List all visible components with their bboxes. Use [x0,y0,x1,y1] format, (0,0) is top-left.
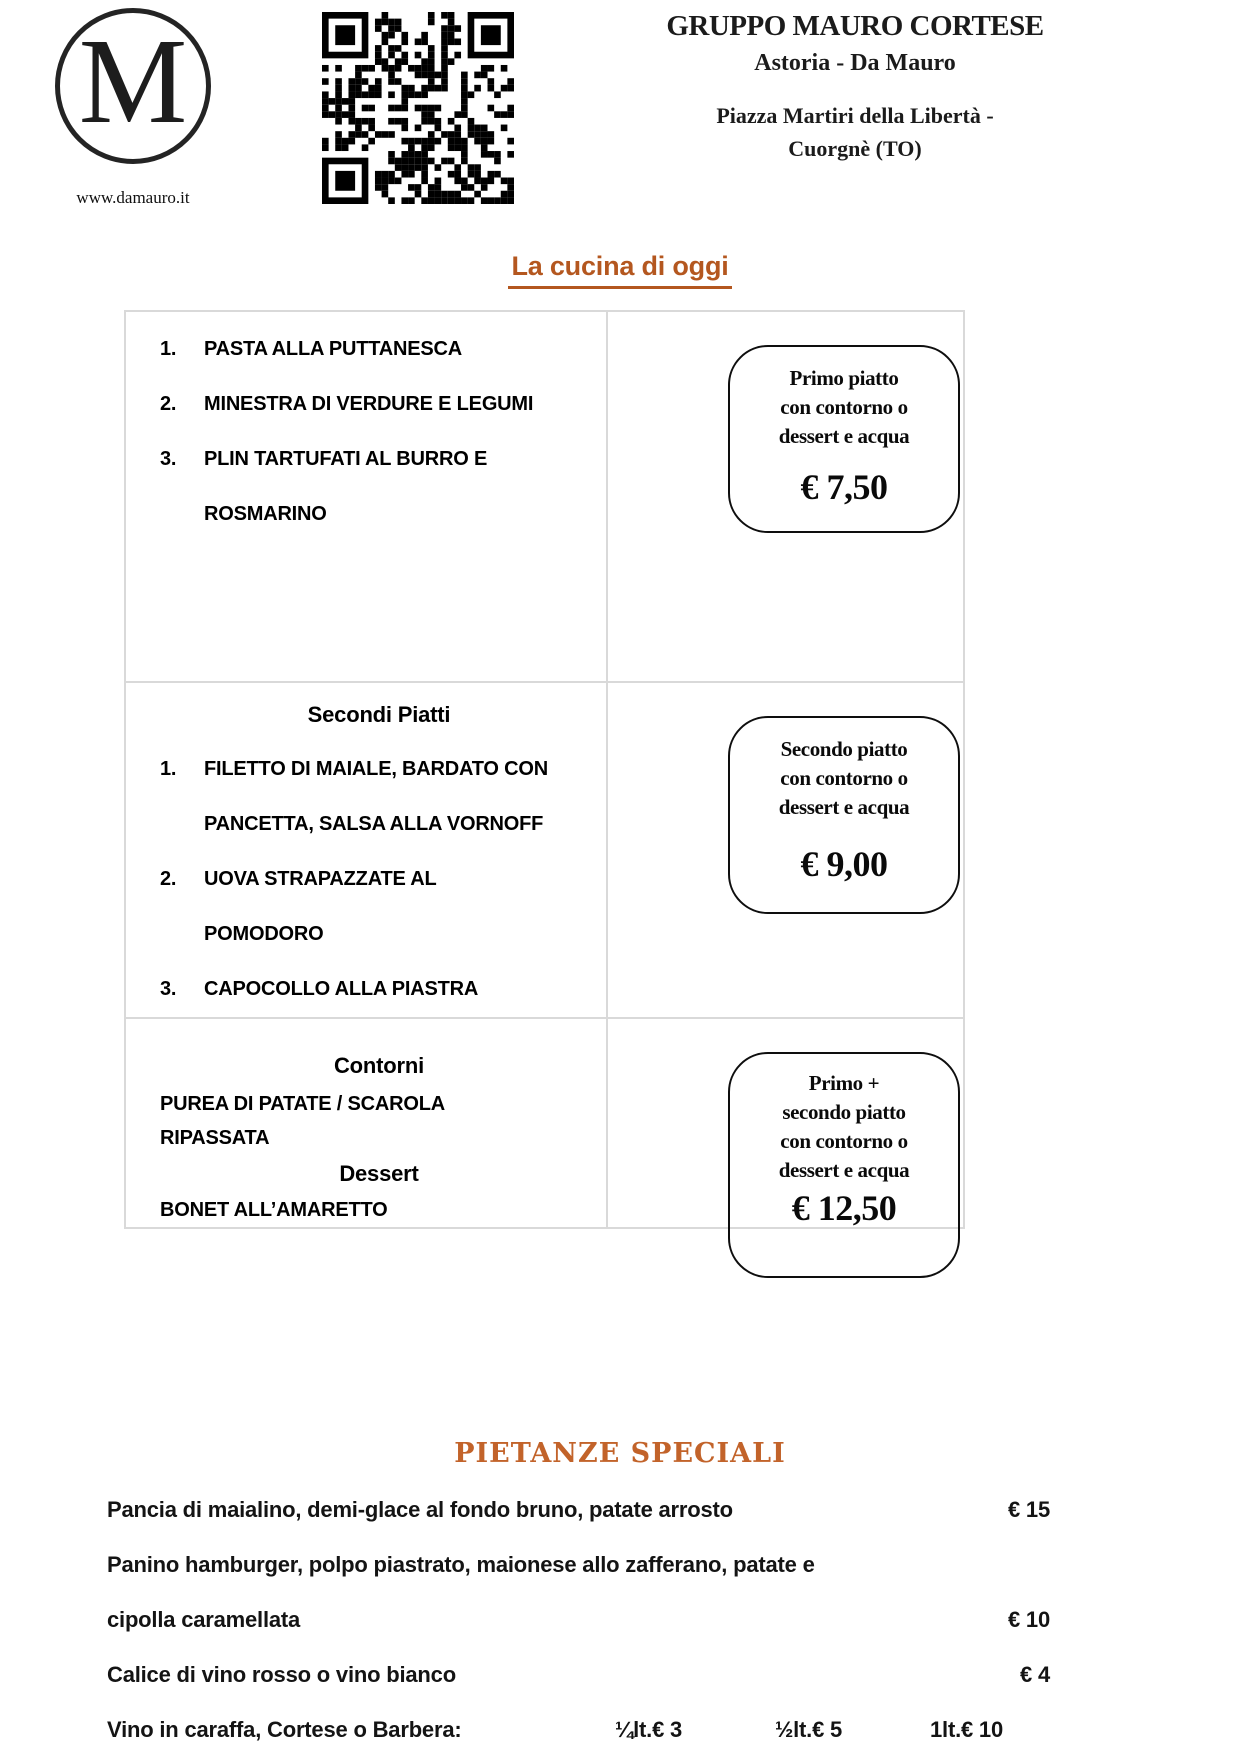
list-item [160,852,598,962]
item-number: 2. [160,393,177,415]
price-value: € 9,00 [800,844,888,884]
carafe-option-quarter: ¼lt.€ 3 [615,1717,683,1742]
special-item [107,1592,1050,1647]
special-item [107,1537,1050,1592]
logo-monogram: M [78,14,188,149]
specials-title: PIETANZE SPECIALI [454,1438,786,1469]
list-item [160,432,598,542]
dessert-heading: Dessert [339,1161,419,1186]
item-line: POMODORO [204,923,324,945]
table-row-secondi [126,683,963,1019]
carafe-option-half: ½lt.€ 5 [775,1717,843,1742]
list-item [160,962,598,1017]
item-text [204,432,598,542]
price-box-line: secondo piatto [782,1100,906,1124]
wine-carafe-item [107,1702,1050,1757]
item-number: 2. [160,868,177,890]
secondi-list [126,683,608,1017]
price-box-secondo [728,716,960,914]
brand-subtitle: Astoria - Da Mauro [754,50,956,76]
section-title-wrap [0,251,1240,289]
item-line: ROSMARINO [204,503,327,525]
dessert-line: BONET ALL’AMARETTO [160,1199,388,1221]
price-box-line: Primo + [808,1071,880,1095]
page-title: La cucina di oggi [508,251,731,289]
daily-menu-table [124,310,965,1229]
item-line: FILETTO DI MAIALE, BARDATO CON [204,758,548,780]
item-line: PANCETTA, SALSA ALLA VORNOFF [204,813,544,835]
item-text [204,377,598,432]
table-row-contorni-dessert [126,1019,963,1227]
item-line: CAPOCOLLO ALLA PIASTRA [204,978,479,1000]
item-line: PLIN TARTUFATI AL BURRO E [204,448,488,470]
brand-title: GRUPPO MAURO CORTESE [666,10,1044,42]
contorni-line: RIPASSATA [160,1127,270,1149]
item-number: 3. [160,978,177,1000]
price-box-line: dessert e acqua [778,424,910,448]
specials-list [107,1482,1050,1757]
primi-list [126,312,608,681]
list-item [160,742,598,852]
list-item [160,377,598,432]
secondi-price-cell [608,683,963,1017]
price-box-combo [728,1052,960,1278]
special-item [107,1482,1050,1537]
price-box-line: Primo piatto [789,366,899,390]
brand-address [615,99,1095,165]
price-value: € 7,50 [800,467,888,507]
item-line: MINESTRA DI VERDURE E LEGUMI [204,393,534,415]
price-box-line: dessert e acqua [778,1158,910,1182]
restaurant-logo [30,8,236,208]
contorni-line: PUREA DI PATATE / SCAROLA [160,1093,446,1115]
carafe-option-liter: 1lt.€ 10 [930,1717,1004,1742]
item-line: PASTA ALLA PUTTANESCA [204,338,463,360]
secondi-heading: Secondi Piatti [307,702,451,727]
special-text: Panino hamburger, polpo piastrato, maionese allo zafferano, patate e [107,1552,815,1577]
price-box-line: con contorno o [780,1129,908,1153]
contorni-heading: Contorni [333,1053,425,1078]
special-text: Calice di vino rosso o vino bianco [107,1662,456,1687]
logo-circle-icon [55,8,211,164]
address-line-2: Cuorgnè (TO) [788,136,922,161]
price-box-line: con contorno o [780,395,908,419]
special-price: € 15 [1007,1497,1050,1522]
special-price: € 4 [1020,1662,1050,1687]
special-price: € 10 [1007,1607,1050,1632]
contorni-dessert-cell [126,1019,608,1227]
item-number: 1. [160,758,177,780]
item-number: 3. [160,448,177,470]
item-line: UOVA STRAPAZZATE AL [204,868,437,890]
item-text [204,962,598,1017]
table-row-primi [126,312,963,683]
price-box-line: Secondo piatto [780,737,908,761]
price-box-line: con contorno o [780,766,908,790]
price-box-primo [728,345,960,533]
special-text: Vino in caraffa, Cortese o Barbera: [107,1717,462,1742]
item-text [204,322,598,377]
list-item [160,322,598,377]
combo-price-cell [608,1019,963,1227]
special-text: cipolla caramellata [107,1607,301,1632]
price-box-line: dessert e acqua [778,795,910,819]
primi-price-cell [608,312,963,681]
price-value: € 12,50 [791,1188,897,1228]
special-item [107,1647,1050,1702]
item-text [204,852,598,962]
brand-header [615,10,1095,165]
special-text: Pancia di maialino, demi-glace al fondo bruno, patate arrosto [107,1497,733,1522]
qr-code-icon [322,10,514,206]
website-url: www.damauro.it [76,188,190,207]
item-number: 1. [160,338,177,360]
address-line-1: Piazza Martiri della Libertà - [716,103,994,128]
item-text [204,742,598,852]
